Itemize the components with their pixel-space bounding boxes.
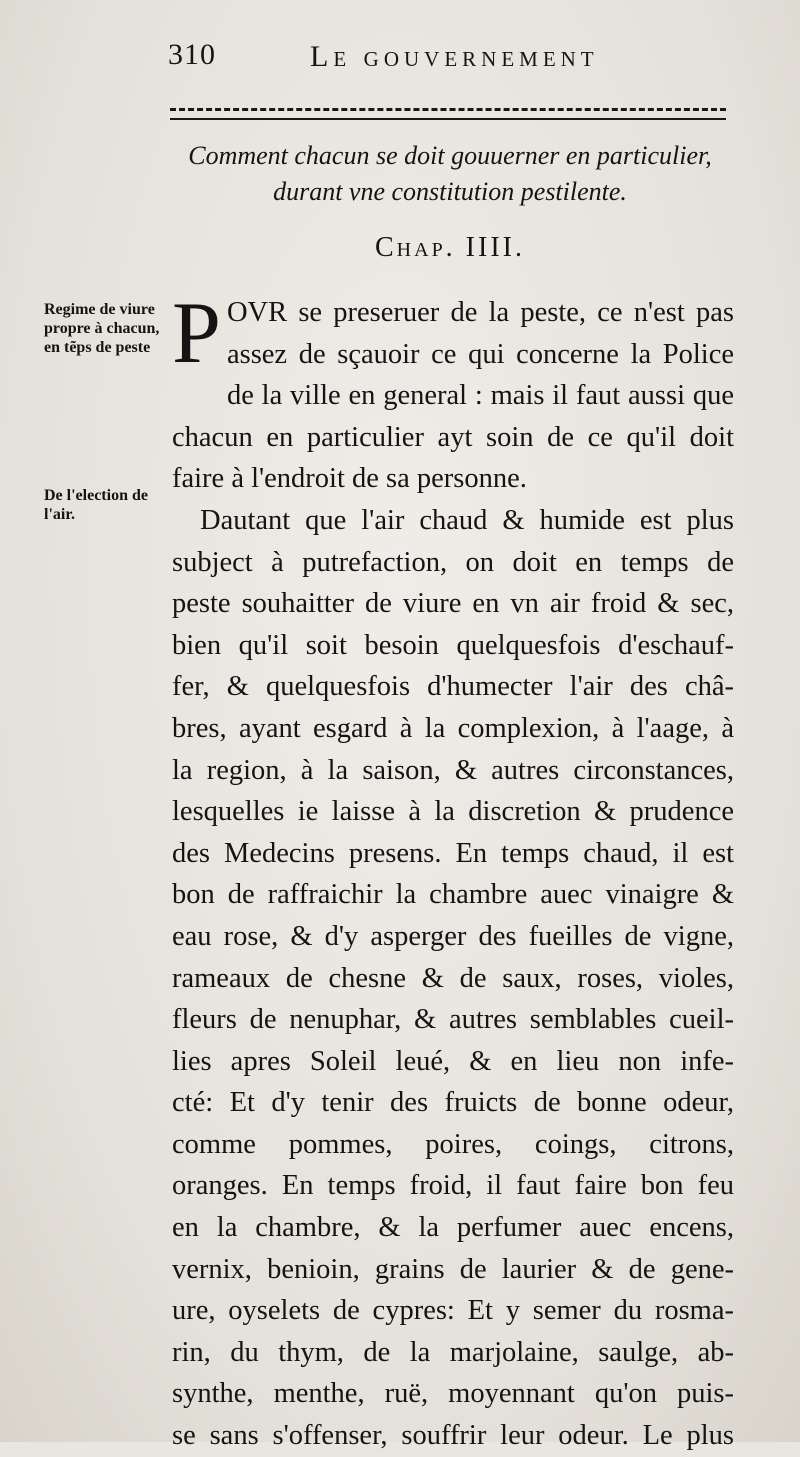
paragraph-1	[172, 285, 734, 500]
text-line: bien qu'il soit besoin quelquesfois d'eschauf-	[172, 629, 734, 661]
text-line: faire à l'endroit de sa personne.	[172, 463, 527, 495]
text-line: lesquelles ie laisse à la discretion & prudence	[172, 796, 734, 828]
text-line: chacun en particulier ayt soin de ce qu'il doit	[172, 421, 734, 453]
text-line: peste souhaitter de viure en vn air froid & sec,	[172, 588, 734, 620]
text-line: ure, oyselets de cypres: Et y semer du rosma-	[172, 1295, 734, 1327]
drop-cap: P	[172, 285, 221, 382]
section-title-line-1: Comment chacun se doit gouuerner en particulier,	[188, 141, 712, 170]
text-line: synthe, menthe, ruë, moyennant qu'on puis-	[172, 1378, 734, 1410]
header-rule	[170, 108, 726, 111]
text-line: de la ville en general : mais il faut aussi que	[226, 380, 734, 412]
text-line: subject à putrefaction, on doit en temps de	[172, 546, 734, 578]
section-title	[170, 138, 730, 210]
paragraph-2	[172, 500, 734, 1457]
text-line: fleurs de nenuphar, & autres semblables cueil-	[172, 1004, 734, 1036]
section-title-line-2: durant vne constitution pestilente.	[273, 177, 627, 206]
page-header	[168, 38, 728, 88]
text-line: assez de sçauoir ce qui concerne la Police	[226, 338, 734, 370]
text-line: cté: Et d'y tenir des fruicts de bonne odeur,	[172, 1087, 734, 1119]
body-text	[172, 285, 734, 1457]
text-line: Dautant que l'air chaud & humide est plus	[200, 504, 734, 536]
page-number: 310	[168, 38, 216, 71]
text-line: des Medecins presens. En temps chaud, il est	[172, 837, 734, 869]
margin-note-election-air: De l'election de l'air.	[44, 487, 148, 523]
text-line: OVR se preseruer de la peste, ce n'est pas	[226, 297, 734, 328]
running-title: Le gouvernement	[310, 40, 599, 73]
text-line: bres, ayant esgard à la complexion, à l'aage, à	[172, 712, 734, 744]
text-line: la region, à la saison, & autres circonstances,	[172, 754, 734, 786]
text-line: fer, & quelquesfois d'humecter l'air des châ-	[172, 671, 734, 703]
chapter-heading: Chap. IIII.	[375, 232, 525, 263]
header-rule-lower	[170, 118, 726, 120]
text-line: en la chambre, & la perfumer auec encens,	[172, 1212, 734, 1244]
text-line: comme pommes, poires, coings, citrons,	[172, 1128, 734, 1160]
text-line: lies apres Soleil leué, & en lieu non infe-	[172, 1045, 734, 1077]
text-line: bon de raffraichir la chambre auec vinaigre &	[172, 879, 734, 911]
margin-note-regime: Regime de viure propre à chacun, en tẽps de peste	[44, 301, 160, 356]
text-line: rin, du thym, de la marjolaine, saulge, ab-	[172, 1336, 734, 1368]
text-line: oranges. En temps froid, il faut faire bon feu	[172, 1170, 734, 1202]
text-line: eau rose, & d'y asperger des fueilles de vigne,	[172, 920, 734, 952]
text-line: vernix, benioin, grains de laurier & de gene-	[172, 1253, 734, 1285]
text-line: rameaux de chesne & de saux, roses, violes,	[172, 962, 734, 994]
text-line: se sans s'offenser, souffrir leur odeur. Le plus	[172, 1420, 734, 1452]
